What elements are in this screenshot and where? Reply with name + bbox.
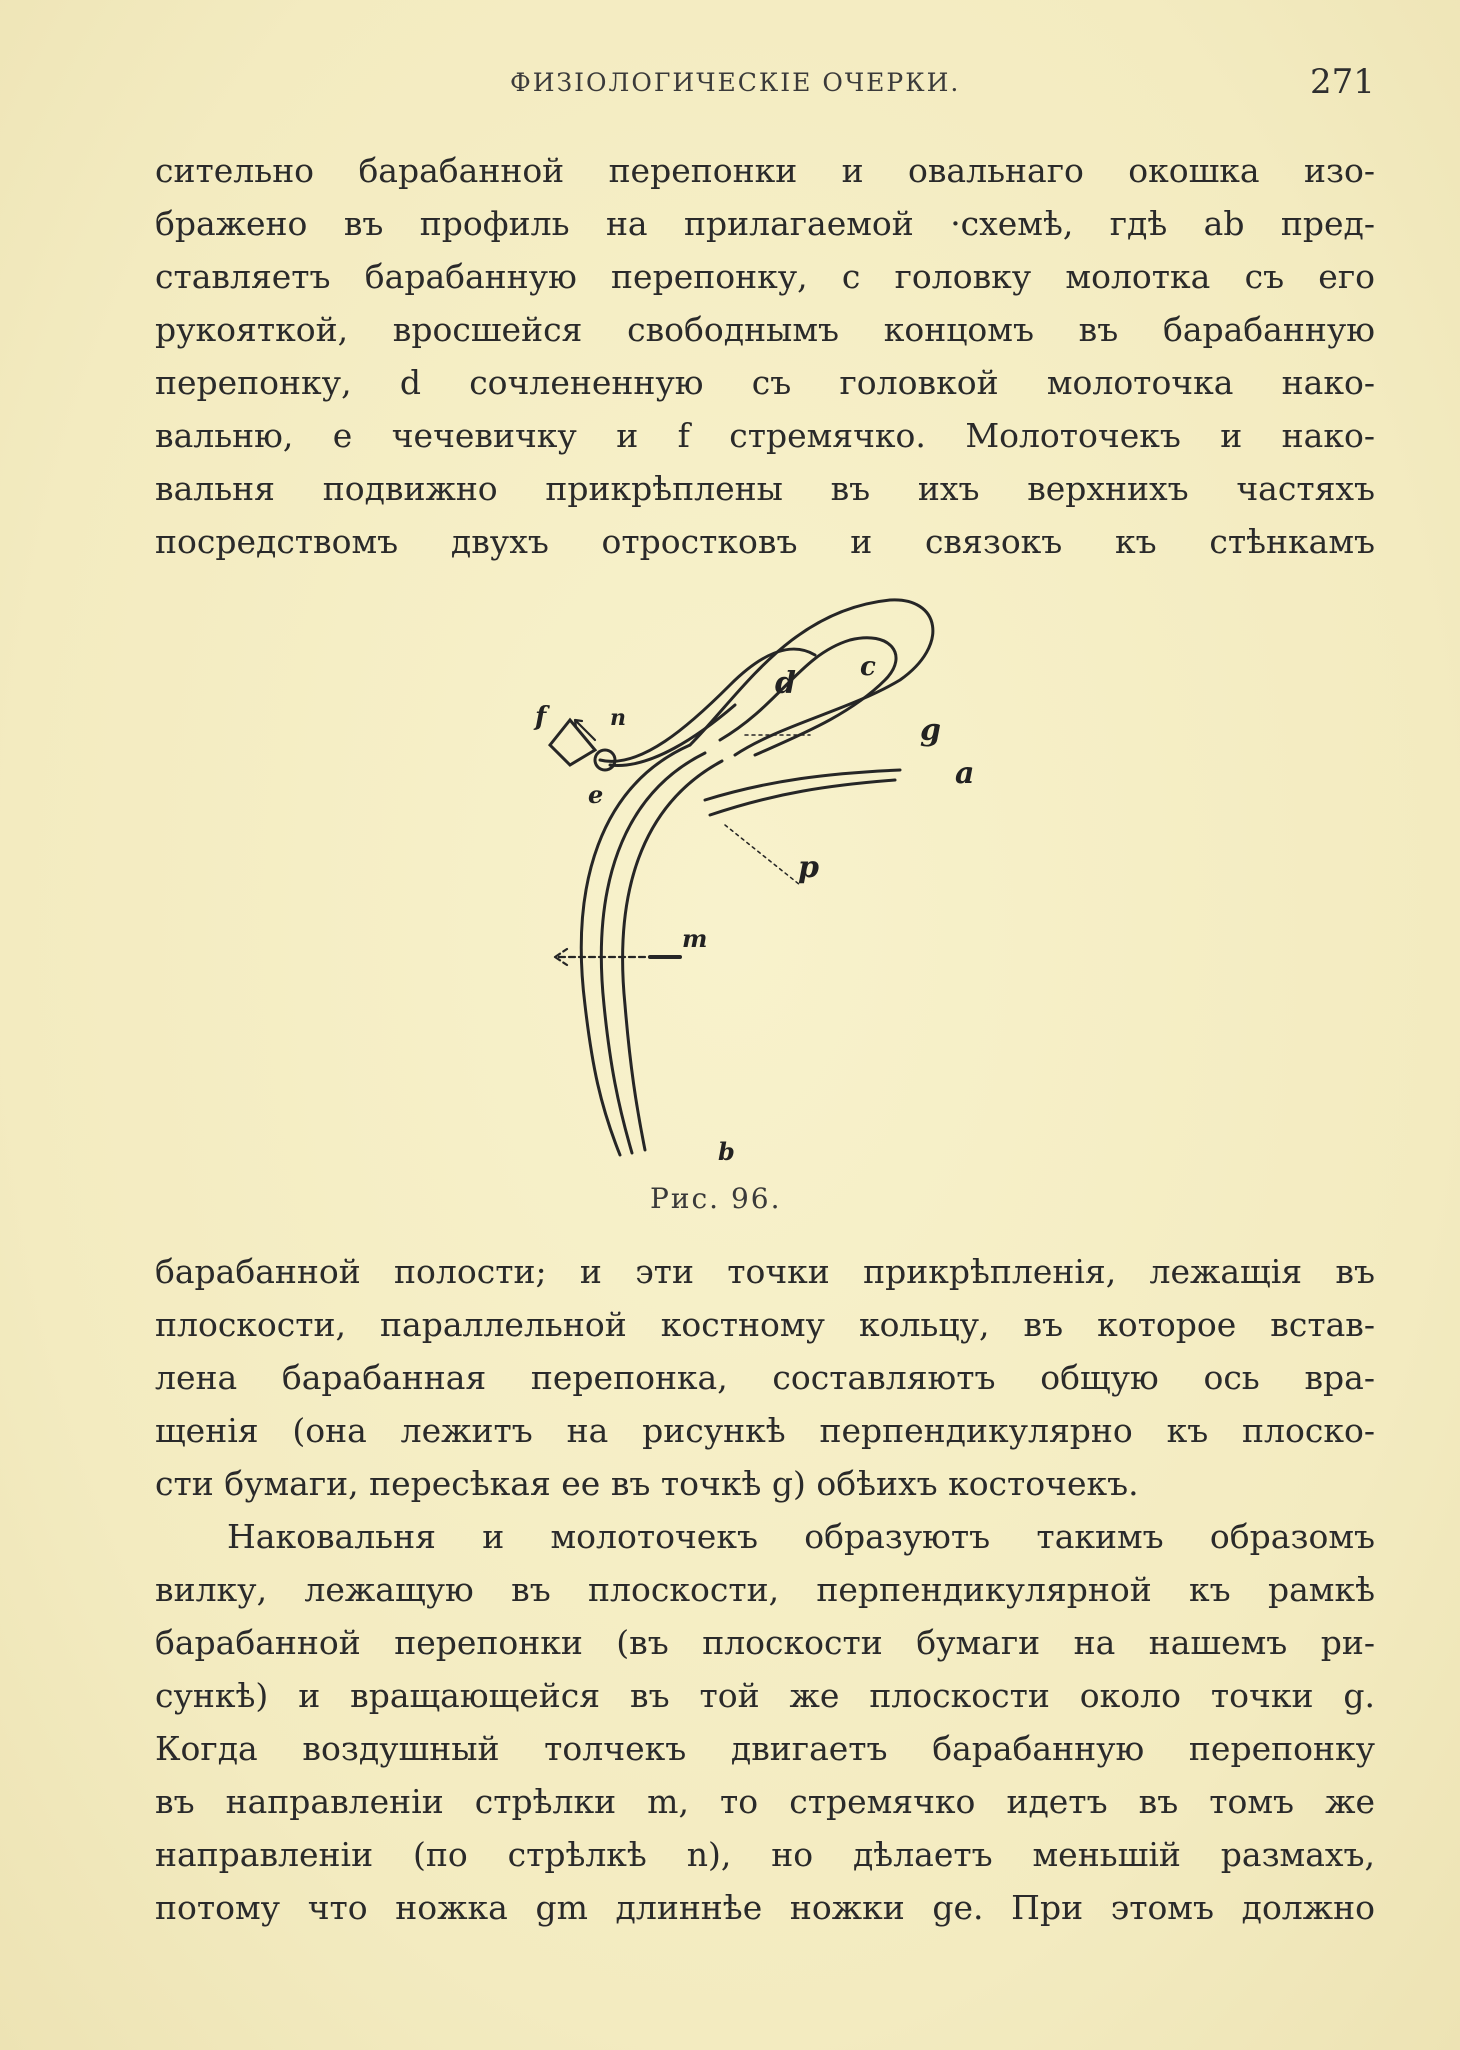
leader-p bbox=[725, 825, 800, 885]
text-line: потому что ножка gm длиннѣе ножки ge. При этомъ должно bbox=[155, 1888, 1375, 1927]
figure-label-n: n bbox=[610, 705, 626, 731]
figure-label-p: p bbox=[798, 850, 819, 885]
figure-ear-ossicles-diagram bbox=[530, 585, 1030, 1165]
text-line: вилку, лежащую въ плоскости, перпендикулярной къ рамкѣ bbox=[155, 1570, 1375, 1609]
text-line: посредствомъ двухъ отростковъ и связокъ къ стѣнкамъ bbox=[155, 522, 1375, 561]
figure-label-a: a bbox=[955, 756, 975, 791]
text-line: рукояткой, вросшейся свободнымъ концомъ въ барабанную bbox=[155, 310, 1375, 349]
text-line: сти бумаги, пересѣкая ее въ точкѣ g) обѣихъ косточекъ. bbox=[155, 1464, 1139, 1503]
page-number: 271 bbox=[1310, 62, 1375, 102]
figure-label-f: f bbox=[535, 702, 547, 732]
text-line: барабанной перепонки (въ плоскости бумаги на нашемъ ри- bbox=[155, 1623, 1375, 1662]
figure-caption: Рис. 96. bbox=[650, 1182, 782, 1215]
text-line: плоскости, параллельной костному кольцу, въ которое встав- bbox=[155, 1305, 1375, 1344]
figure-label-c: c bbox=[860, 652, 876, 682]
text-line: вальню, e чечевичку и f стремячко. Молоточекъ и нако- bbox=[155, 416, 1375, 455]
text-line: барабанной полости; и эти точки прикрѣпленiя, лежащiя въ bbox=[155, 1252, 1375, 1291]
text-line: вальня подвижно прикрѣплены въ ихъ верхнихъ частяхъ bbox=[155, 469, 1375, 508]
text-line: въ направленiи стрѣлки m, то стремячко идетъ въ томъ же bbox=[155, 1782, 1375, 1821]
figure-label-m: m bbox=[682, 924, 708, 953]
figure-label-g: g bbox=[920, 713, 941, 748]
handle-line-b bbox=[710, 780, 895, 815]
eardrum-line-mid bbox=[601, 753, 708, 1153]
text-line: сительно барабанной перепонки и овальнаго окошка изо- bbox=[155, 151, 1375, 190]
text-line: щенiя (она лежитъ на рисункѣ перпендикулярно къ плоско- bbox=[155, 1411, 1375, 1450]
paragraph-continued bbox=[155, 1245, 1375, 1934]
text-line: Когда воздушный толчекъ двигаетъ барабанную перепонку bbox=[155, 1729, 1375, 1768]
text-line: лена барабанная перепонка, составляютъ общую ось вра- bbox=[155, 1358, 1375, 1397]
text-line: сункѣ) и вращающейся въ той же плоскости около точки g. bbox=[155, 1676, 1375, 1715]
text-line: направленiи (по стрѣлкѣ n), но дѣлаетъ меньшiй размахъ, bbox=[155, 1835, 1375, 1874]
running-title: ФИЗIOЛОГИЧЕСКIЕ ОЧЕРКИ. bbox=[510, 68, 961, 97]
malleus-head-outer bbox=[690, 600, 933, 755]
handle-line-a bbox=[705, 770, 900, 800]
figure-label-e: e bbox=[588, 780, 604, 809]
figure-label-d: d bbox=[775, 666, 796, 701]
ossicles-schematic bbox=[530, 585, 1030, 1165]
figure-label-b: b bbox=[718, 1137, 735, 1166]
text-line: ставляетъ барабанную перепонку, c головку молотка съ его bbox=[155, 257, 1375, 296]
text-line: перепонку, d сочлененную съ головкой молоточка нако- bbox=[155, 363, 1375, 402]
text-line: бражено въ профиль на прилагаемой ·схемѣ, гдѣ ab пред- bbox=[155, 204, 1375, 243]
stapes-shape bbox=[550, 720, 595, 765]
paragraph-top bbox=[155, 144, 1375, 568]
text-line: Наковальня и молоточекъ образуютъ такимъ образомъ bbox=[227, 1517, 1375, 1556]
running-head bbox=[0, 62, 1460, 102]
